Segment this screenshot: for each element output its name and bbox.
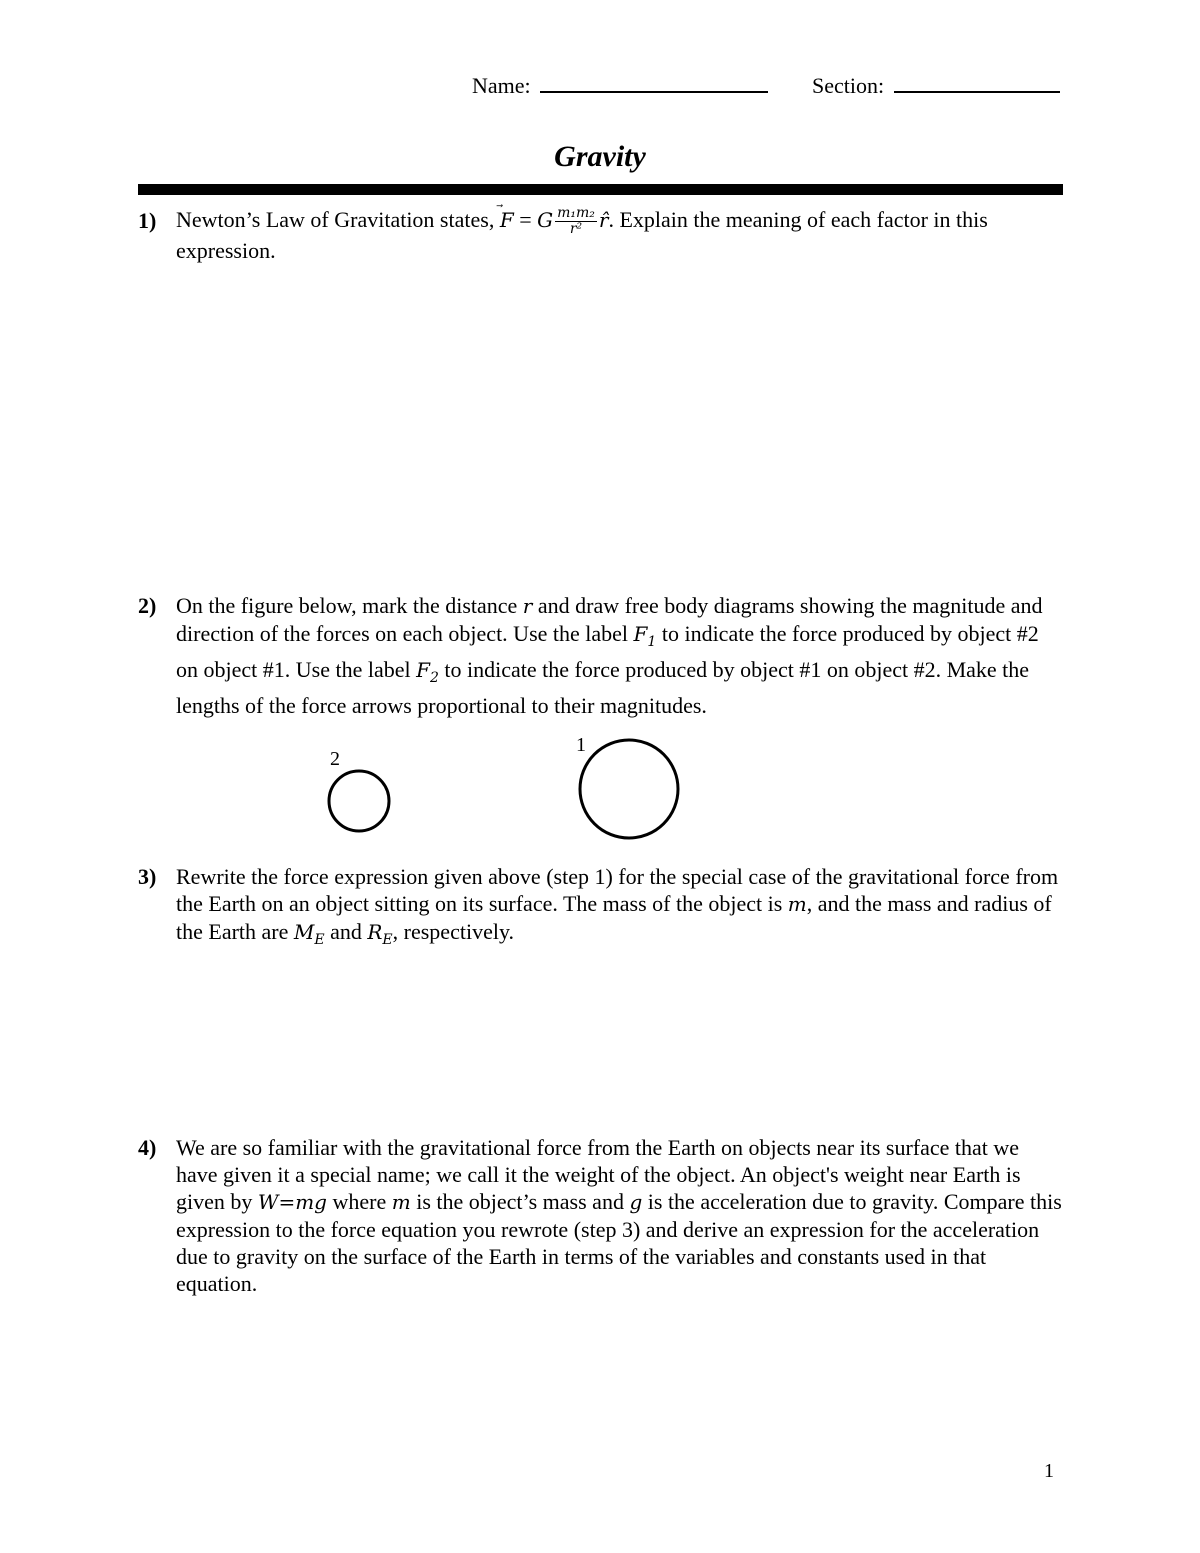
question-3-number: 3)	[138, 864, 157, 889]
page-title: Gravity	[554, 140, 646, 173]
page-number: 1	[1044, 1460, 1054, 1482]
object-1-label: 1	[576, 734, 586, 756]
gravity-fraction: $\frac{\text{m₁m₂}}{\text{r²}}$	[557, 205, 595, 238]
question-1-number: 1)	[138, 208, 157, 233]
question-4-text: We are so familiar with the gravitational force from the Earth on objects near its surface that we have given it a special name; we call it the weight of the object. An object's weight near Earth is given by W=mg where m is the object’s mass and g is the acceleration due to gravity. Compare this expression to the force equation you rewrote (step 3) and derive an expression for the acceleration due to gravity on the surface of the Earth in terms of the variables and constants used in that equation.	[176, 1135, 1062, 1296]
question-3-text: Rewrite the force expression given above (step 1) for the special case of the gravitational force from the Earth on an object sitting on its surface. The mass of the object is m, and the mass and radius of the Earth are $M_E$ and $R_E$, respectively.	[176, 864, 1059, 948]
g-constant-symbol: G	[537, 208, 554, 232]
question-4-number: 4)	[138, 1135, 157, 1160]
object-2-label: 2	[330, 748, 340, 770]
question-2-number: 2)	[138, 593, 157, 618]
object-1-circle	[580, 740, 678, 838]
unit-vector-symbol: r̂	[598, 208, 609, 232]
object-2-circle	[329, 771, 389, 831]
question-1-text: Newton’s Law of Gravitation states, F = G $\frac{\text{m₁m₂}}{\text{r²}}$ r̂. Explain the meaning of each factor in this expression.	[176, 205, 988, 264]
force-vector-symbol: F	[499, 208, 514, 232]
question-2-text: On the figure below, mark the distance r and draw free body diagrams showing the magnitude and direction of the forces on each object. Use the label $F_1$ to indicate the force produced by object #2 on object #1. Use the label $F_2$ to indicate the force produced by object #1 on object #2. Make the lengths of the force arrows proportional to their magnitudes.	[176, 593, 1043, 718]
name-label: Name:	[472, 73, 531, 98]
section-label: Section:	[812, 73, 885, 98]
